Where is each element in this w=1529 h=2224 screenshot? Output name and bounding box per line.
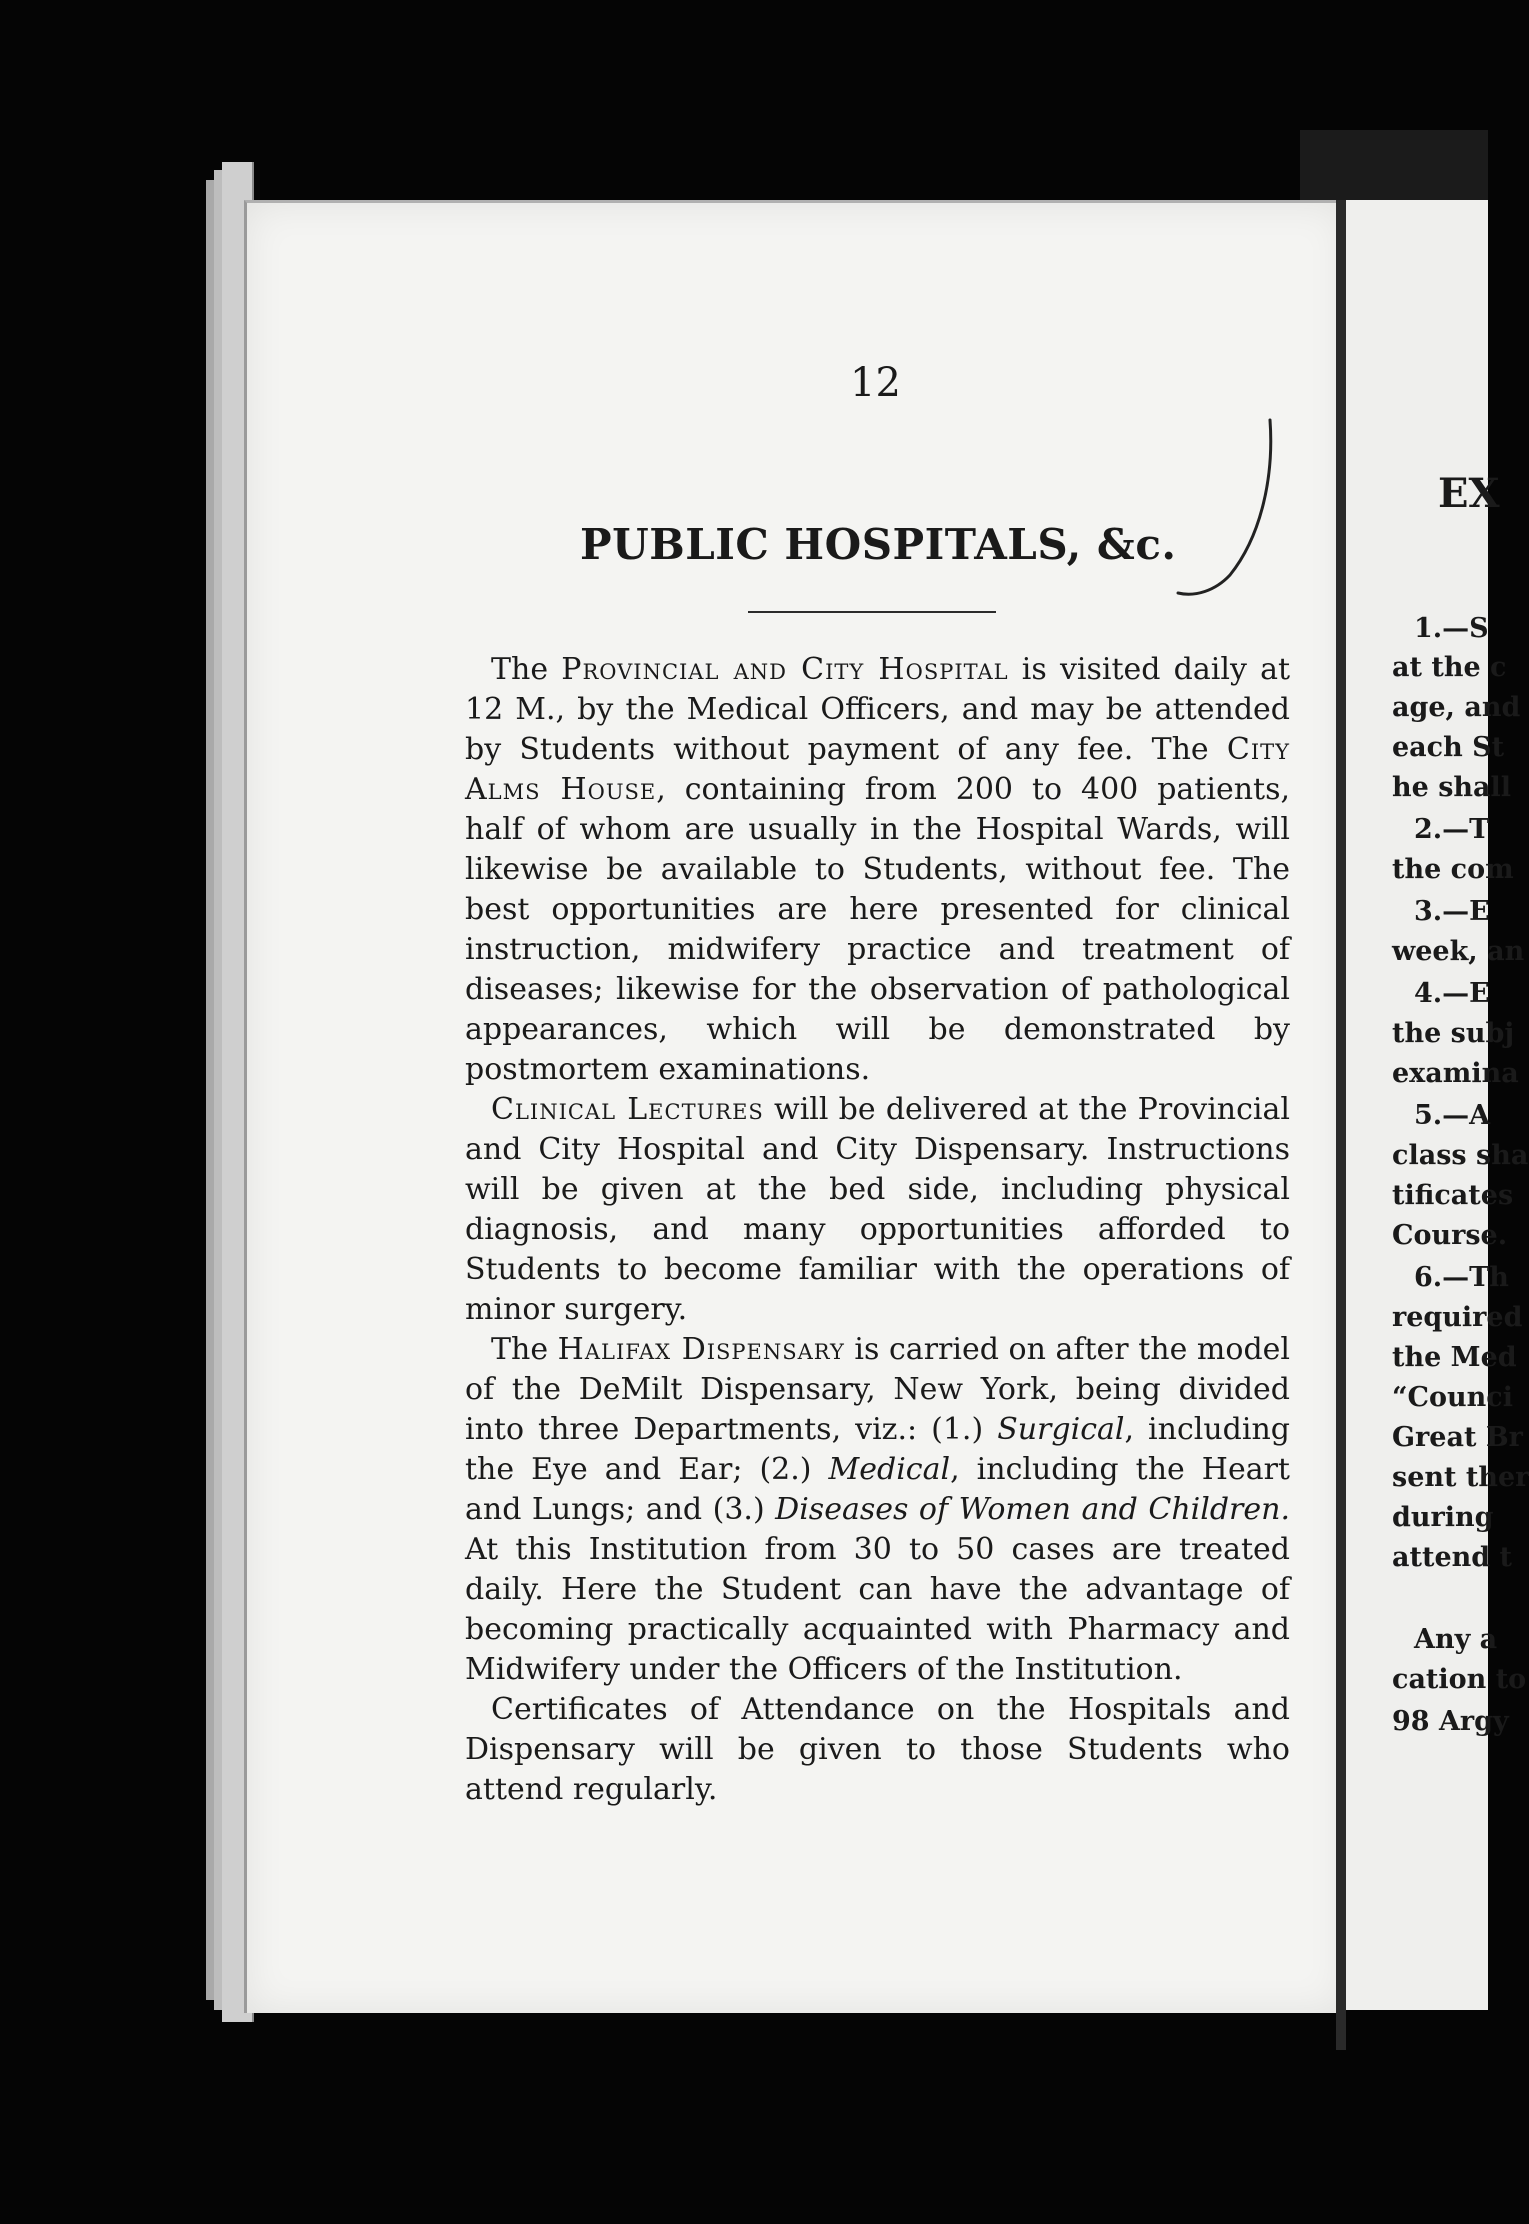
title-rule (748, 611, 996, 613)
text-segment: Diseases of Women and Children. (775, 1492, 1290, 1527)
page-title: PUBLIC HOSPITALS, &c. (580, 520, 1177, 569)
text-segment: , including the Heart and Lungs; and (3.) (465, 1452, 1290, 1527)
right-page-heading: EX (1438, 470, 1500, 517)
right-page-line-fragment: he shall (1392, 772, 1512, 803)
body-paragraph (465, 1690, 1290, 1810)
text-segment: Clinical Lectures (491, 1092, 764, 1127)
text-segment: , including the Eye and Ear; (2.) (465, 1412, 1290, 1487)
book-gutter (1336, 200, 1346, 2050)
right-page-line-fragment: age, and (1392, 692, 1521, 723)
page-number: 12 (850, 360, 901, 406)
right-page-line-fragment: 6.—Th (1414, 1262, 1509, 1293)
right-page-line-fragment: 3.—E (1414, 896, 1490, 927)
text-segment: Certificates of Attendance on the Hospitals and Dispensary will be given to those Students who attend regularly. (465, 1692, 1290, 1807)
right-page-line-fragment: 4.—E (1414, 978, 1490, 1009)
text-segment: Halifax Dispensary (557, 1332, 845, 1367)
right-page-line-fragment: tificates (1392, 1180, 1514, 1211)
text-segment: is visited daily at 12 M., by the Medical Officers, and may be attended by Students without payment of any fee. The (465, 652, 1291, 767)
text-segment: The (491, 652, 562, 687)
right-page-line-fragment: “Counci (1392, 1382, 1513, 1413)
right-page-line-fragment: week, an (1392, 936, 1525, 967)
text-segment: Medical (828, 1452, 951, 1487)
right-page-line-fragment: the subj (1392, 1018, 1515, 1049)
text-segment: is carried on after the model of the DeMilt Dispensary, New York, being divided into three Departments, viz.: (1.) (465, 1332, 1290, 1447)
right-page-line-fragment: 2.—T (1414, 814, 1490, 845)
pencil-mark-icon (1170, 415, 1290, 605)
text-segment: At this Institution from 30 to 50 cases are treated daily. Here the Student can have the advantage of becoming practically acquainted with Pharmacy and Midwifery under the Officers of the Institution. (465, 1532, 1290, 1687)
right-page-line-fragment: 1.—S (1414, 613, 1489, 644)
right-page-line-fragment: Great Br (1392, 1422, 1523, 1453)
right-page-line-fragment: cation to (1392, 1664, 1527, 1695)
right-page-line-fragment: required (1392, 1302, 1523, 1333)
text-segment: , containing from 200 to 400 patients, half of whom are usually in the Hospital Wards, will likewise be available to Students, without fee. The best opportunities are here presented for clinical instruction, midwifery practice and treatment of diseases; likewise for the observation of pathological appearances, which will be demonstrated by postmortem examinations. (465, 772, 1291, 1087)
scan-shadow (1300, 130, 1488, 210)
text-segment: City Alms House (465, 732, 1290, 807)
right-page-line-fragment: the Med (1392, 1342, 1517, 1373)
body-paragraph (465, 1090, 1290, 1330)
right-page-line-fragment: 98 Argy (1392, 1706, 1509, 1737)
text-segment: The (491, 1332, 558, 1367)
text-segment: will be delivered at the Provincial and City Hospital and City Dispensary. Instructions will be given at the bed side, including physical diagnosis, and many opportunities afforded to Students to become familiar with the operations of minor surgery. (465, 1092, 1291, 1327)
right-page-line-fragment: Course. (1392, 1220, 1508, 1251)
text-segment: Provincial and City Hospital (561, 652, 1009, 687)
text-segment: Surgical (997, 1412, 1125, 1447)
body-paragraph (465, 650, 1290, 1090)
right-page-line-fragment: attend t (1392, 1542, 1512, 1573)
right-page-line-fragment: 5.—A (1414, 1100, 1491, 1131)
right-page-line-fragment: Any a (1414, 1624, 1498, 1655)
right-page-line-fragment: each St (1392, 732, 1505, 763)
right-page-line-fragment: during (1392, 1502, 1494, 1533)
body-text (465, 650, 1290, 1810)
right-page-line-fragment: the com (1392, 854, 1514, 885)
right-page-line-fragment: sent ther (1392, 1462, 1529, 1493)
right-page-line-fragment: class sha (1392, 1140, 1529, 1171)
right-page-line-fragment: at the c (1392, 652, 1507, 683)
right-page-line-fragment: examina (1392, 1058, 1519, 1089)
body-paragraph (465, 1330, 1290, 1690)
